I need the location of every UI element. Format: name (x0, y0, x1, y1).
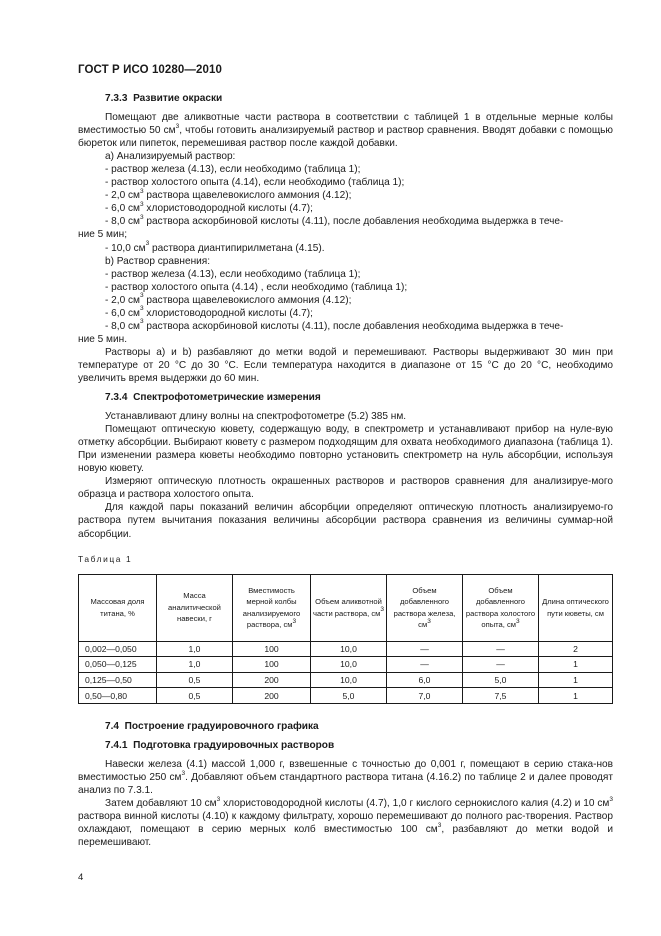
column-header: Объем добавленного раствора холостого опыта, $см^3$ (463, 574, 539, 641)
paragraph-cuvette: Помещают оптическую кювету, содержащую воду, в спектрометр и устанавливают прибор на нуле-вую отметку абсорбции. Выбирают кювету с размером подходящим для охвата необходимого диапазона (таблица 1). При изменении размера кюветы необходимо повторно установить спектрометр на нуль абсорбции, используя новую кювету. (78, 424, 613, 475)
table-cell: 7,5 (463, 688, 539, 704)
list-a-item: - раствор железа (4.13), если необходимо (таблица 1); (105, 164, 361, 176)
list-a-label: a) Анализируемый раствор: (105, 151, 236, 163)
column-header: Объем аликвотной части раствора, $см^3$ (311, 574, 387, 641)
list-a-item-continued: ние 5 мин; (78, 229, 128, 241)
table-cell: 0,50—0,80 (79, 688, 157, 704)
section-7-3-3-heading: 7.3.3 Развитие окраски (105, 93, 223, 104)
page-number: 4 (78, 872, 84, 883)
document-header: ГОСТ Р ИСО 10280—2010 (78, 64, 223, 76)
table-cell: 6,0 (387, 672, 463, 688)
list-b-item: - раствор железа (4.13), если необходимо (таблица 1); (105, 268, 361, 280)
list-a-item: - 8,0 $см^3$ раствора аскорбиновой кислоты (4.11), после добавления необходима выдержка в тече- (105, 214, 564, 228)
paragraph-add-reagents: Затем добавляют 10 $см^3$ хлористоводородной кислоты (4.7), 1,0 г кислого сернокислого калия (4.2) и 10 $см^3$ раствора винной кислоты (4.10) к каждому фильтрату, хорошо перемешивают до полного рас-творения. Раствор охлаждают, помещают в серию мерных колб вместимостью 100 $см^3$, разбавляют до метки водой и перемешивают. (78, 795, 613, 849)
list-b-item: - 2,0 $см^3$ раствора щавелевокислого аммония (4.12); (105, 292, 352, 306)
paragraph-measure: Измеряют оптическую плотность окрашенных растворов и растворов сравнения для анализируе-мого образца и раствора холостого опыта. (78, 476, 613, 501)
table-cell: 2 (539, 641, 613, 657)
table-row (79, 688, 613, 704)
table-cell: 1 (539, 657, 613, 673)
table-header-row (79, 574, 613, 641)
section-7-4-1-heading: 7.4.1 Подготовка градуировочных растворов (105, 740, 335, 752)
paragraph-absorbance: Для каждой пары показаний величин абсорбции определяют оптическую плотность анализируемо-го раствора путем вычитания показания величины абсорбции раствора сравнения из величины суммар-ной абсорбции. (78, 502, 613, 540)
list-b-label: b) Раствор сравнения: (105, 255, 211, 267)
table-cell: 0,125—0,50 (79, 672, 157, 688)
list-a-item: - раствор холостого опыта (4.14), если необходимо (таблица 1); (105, 177, 405, 189)
table-cell: — (387, 657, 463, 673)
table-cell: 10,0 (311, 657, 387, 673)
table-cell: 0,5 (157, 672, 233, 688)
table-cell: 0,002—0,050 (79, 641, 157, 657)
list-b-item: - раствор холостого опыта (4.14) , если необходимо (таблица 1); (105, 281, 408, 293)
table-caption: Таблица 1 (78, 553, 133, 564)
list-a-item: - 10,0 $см^3$ раствора диантипирилметана (4.15). (105, 240, 325, 254)
table-cell: 200 (233, 688, 311, 704)
table-row (79, 657, 613, 673)
document-body (78, 92, 613, 849)
table-cell: 10,0 (311, 672, 387, 688)
table-cell: 5,0 (311, 688, 387, 704)
list-a-item: - 6,0 $см^3$ хлористоводородной кислоты (4.7); (105, 201, 313, 215)
column-header: Объем добавленного раствора железа, $см^3$ (387, 574, 463, 641)
paragraph-dilution: Растворы a) и b) разбавляют до метки водой и перемешивают. Растворы выдерживают 30 мин при температуре от 20 °C до 30 °C. Если температура находится в диапазоне от 15 °C до 20 °C, необходимо увеличить время выдержки до 60 мин. (78, 346, 613, 384)
table-cell: 100 (233, 641, 311, 657)
table-cell: 1,0 (157, 657, 233, 673)
table-row (79, 672, 613, 688)
table-cell: 100 (233, 657, 311, 673)
table-1 (78, 574, 613, 704)
paragraph-iron-samples: Навески железа (4.1) массой 1,000 г, взвешенные с точностью до 0,001 г, помещают в серию стака-нов вместимостью 250 $см^3$. Добавляют объем стандартного раствора титана (4.16.2) по таблице 2 и далее проводят анализ по 7.3.1. (78, 759, 613, 797)
table-cell: — (387, 641, 463, 657)
table-cell: 0,5 (157, 688, 233, 704)
column-header: Длина оптического пути кюветы, см (539, 574, 613, 641)
list-b-item-continued: ние 5 мин. (78, 333, 128, 345)
column-header: Масса аналитической навески, г (157, 574, 233, 641)
section-7-4-heading: 7.4 Построение градуировочного графика (105, 720, 319, 732)
table-cell: 5,0 (463, 672, 539, 688)
table-cell: 1 (539, 688, 613, 704)
list-b-item: - 8,0 $см^3$ раствора аскорбиновой кислоты (4.11), после добавления необходима выдержка в тече- (105, 318, 564, 332)
list-b-item: - 6,0 $см^3$ хлористоводородной кислоты (4.7); (105, 305, 313, 319)
column-header: Вместимость мерной колбы анализируемого раствора, $см^3$ (233, 574, 311, 641)
table-cell: 7,0 (387, 688, 463, 704)
table-cell: — (463, 641, 539, 657)
paragraph-aliquots: Помещают две аликвотные части раствора в соответствии с таблицей 1 в отдельные мерные колбы вместимостью 50 $см^3$, чтобы готовить анализируемый раствор и раствор сравнения. Вводят добавки с помощью бюреток или пипеток, перемешивая раствор после каждой добавки. (78, 112, 613, 150)
table-cell: 1,0 (157, 641, 233, 657)
table-cell: 200 (233, 672, 311, 688)
table-cell: — (463, 657, 539, 673)
table-cell: 10,0 (311, 641, 387, 657)
table-row (79, 641, 613, 657)
table-cell: 1 (539, 672, 613, 688)
column-header: Массовая доля титана, % (79, 574, 157, 641)
list-a-item: - 2,0 $см^3$ раствора щавелевокислого аммония (4.12); (105, 187, 352, 202)
section-7-3-4-heading: 7.3.4 Спектрофотометрические измерения (105, 392, 321, 404)
paragraph-wavelength: Устанавливают длину волны на спектрофотометре (5.2) 385 нм. (105, 411, 407, 423)
table-cell: 0,050—0,125 (79, 657, 157, 673)
